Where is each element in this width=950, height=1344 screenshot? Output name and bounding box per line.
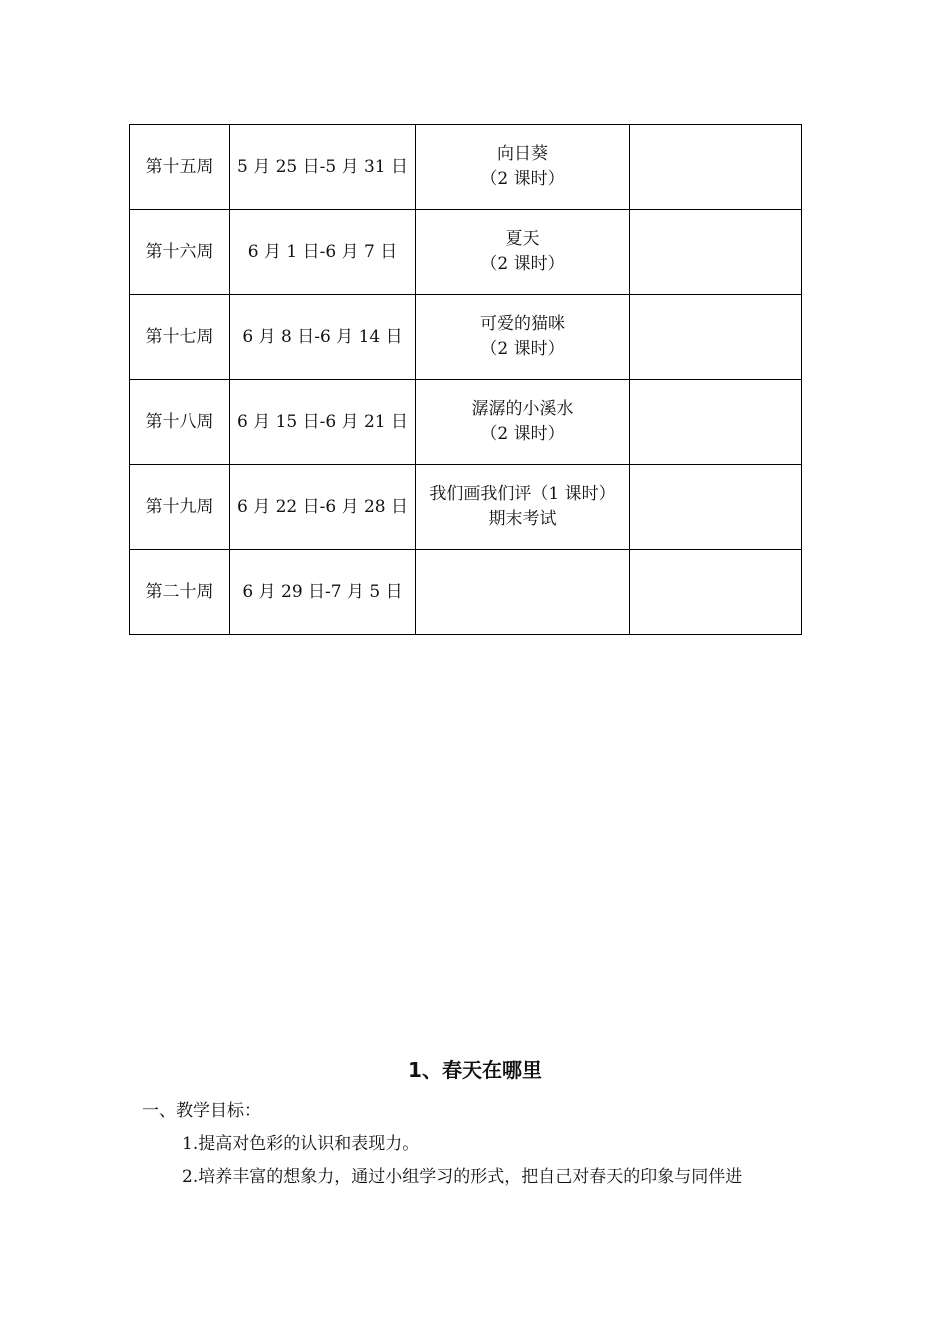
lesson-title: 1、春天在哪里 [408,1058,542,1082]
lesson-cell [416,210,630,295]
lesson-cell [416,550,630,635]
week-cell: 第十七周 [130,295,230,380]
goal-item: 1.提高对色彩的认识和表现力。 [182,1134,420,1154]
week-cell: 第二十周 [130,550,230,635]
lesson-hours: （2 课时） [480,424,565,444]
date-range-cell: 6 月 1 日-6 月 7 日 [230,210,416,295]
note-cell [630,125,802,210]
lesson-name: 向日葵 [497,144,548,164]
table-row [130,465,802,550]
week-cell: 第十五周 [130,125,230,210]
schedule-table [129,124,802,635]
lesson-cell [416,380,630,465]
lesson-cell [416,125,630,210]
date-range-cell: 6 月 8 日-6 月 14 日 [230,295,416,380]
table-row [130,210,802,295]
lesson-hours: （2 课时） [480,254,565,274]
lesson-hours: （2 课时） [480,169,565,189]
date-range-cell: 6 月 15 日-6 月 21 日 [230,380,416,465]
lesson-name: 可爱的猫咪 [480,314,565,334]
date-range-cell: 5 月 25 日-5 月 31 日 [230,125,416,210]
date-range-cell: 6 月 29 日-7 月 5 日 [230,550,416,635]
date-range-cell: 6 月 22 日-6 月 28 日 [230,465,416,550]
note-cell [630,210,802,295]
lesson-hours: （2 课时） [480,339,565,359]
lesson-cell [416,465,630,550]
note-cell [630,380,802,465]
week-cell: 第十八周 [130,380,230,465]
goal-item: 2.培养丰富的想象力，通过小组学习的形式，把自己对春天的印象与同伴进 [182,1167,743,1187]
lesson-exam: 期末考试 [488,509,557,529]
table-row [130,295,802,380]
week-cell: 第十六周 [130,210,230,295]
note-cell [630,295,802,380]
lesson-name: 夏天 [505,229,540,249]
table-row [130,550,802,635]
week-cell: 第十九周 [130,465,230,550]
note-cell [630,550,802,635]
lesson-cell [416,295,630,380]
lesson-name: 我们画我们评（1 课时） [429,484,616,504]
table-row [130,380,802,465]
note-cell [630,465,802,550]
section-heading: 一、教学目标： [142,1101,261,1121]
table-row [130,125,802,210]
lesson-name: 潺潺的小溪水 [471,399,574,419]
